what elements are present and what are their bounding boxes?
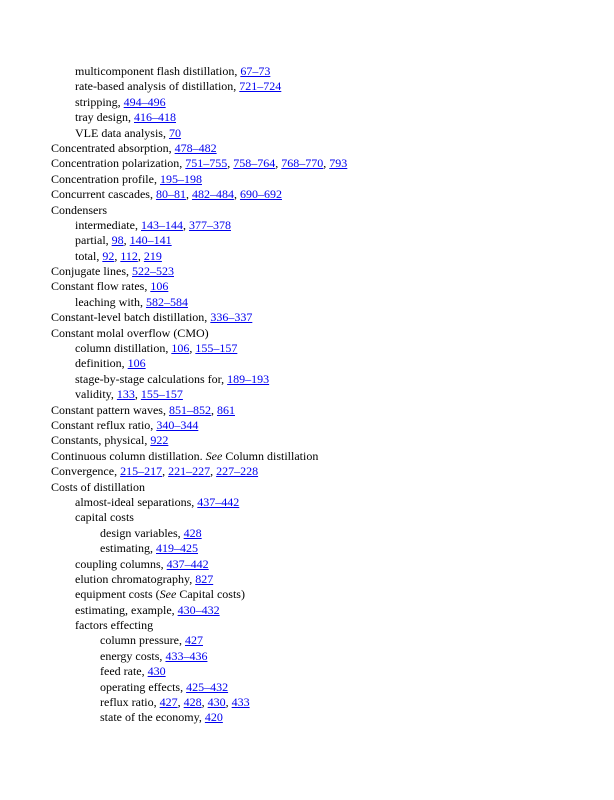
page-reference-link[interactable]: 582–584 — [145, 294, 188, 309]
index-term-text: Constant flow rates, — [51, 279, 151, 294]
page-reference-link[interactable]: 189–193 — [227, 371, 270, 386]
page-reference-link[interactable]: 112 — [120, 248, 138, 263]
index-term-text: stripping, — [75, 94, 124, 109]
page-reference-link[interactable]: 98 — [111, 233, 124, 248]
page-reference-link[interactable]: 433–436 — [165, 648, 208, 663]
index-term-text: capital costs — [75, 510, 134, 525]
page-reference-link[interactable]: 155–157 — [140, 387, 183, 402]
index-term-text: , — [210, 402, 217, 417]
index-term-text: Constant-level batch distillation, — [51, 310, 211, 325]
index-term-text: leaching with, — [75, 294, 146, 309]
page-reference-link[interactable]: 482–484 — [191, 187, 234, 202]
page-reference-link[interactable]: 430–432 — [177, 602, 220, 617]
index-term-text: , — [227, 156, 234, 171]
index-term-text: VLE data analysis, — [75, 125, 169, 140]
index-subentry — [51, 618, 591, 633]
index-term-text: stage-by-stage calculations for, — [75, 371, 228, 386]
page-reference-link[interactable]: 793 — [329, 156, 348, 171]
index-term-text: , — [137, 248, 144, 263]
index-subentry — [51, 79, 591, 94]
index-entry — [51, 433, 591, 448]
page-reference-link[interactable]: 437–442 — [166, 556, 209, 571]
page-reference-link[interactable]: 219 — [143, 248, 162, 263]
index-term-text: partial, — [75, 233, 112, 248]
page-reference-link[interactable]: 419–425 — [156, 541, 198, 556]
index-subentry — [51, 110, 591, 125]
index-term-text: , — [177, 695, 184, 710]
index-term-text: rate-based analysis of distillation, — [75, 79, 240, 94]
page-reference-link[interactable]: 416–418 — [134, 110, 176, 125]
page-reference-link[interactable]: 377–378 — [188, 217, 231, 232]
page-reference-link[interactable]: 340–344 — [156, 417, 199, 432]
index-term-text: Condensers — [51, 202, 107, 217]
index-subentry — [51, 356, 591, 371]
index-term-text: state of the economy, — [100, 710, 205, 725]
index-subentry — [51, 64, 591, 79]
page-reference-link[interactable]: 140–141 — [129, 233, 172, 248]
page-reference-link[interactable]: 427 — [159, 695, 178, 710]
index-term-text: intermediate, — [75, 217, 141, 232]
index-term-text: validity, — [75, 387, 117, 402]
index-term-text: column distillation, — [75, 341, 172, 356]
index-term-text: multicomponent flash distillation, — [75, 64, 241, 78]
page-reference-link[interactable]: 428 — [183, 525, 202, 540]
index-subentry — [51, 603, 591, 618]
index-term-text: Convergence, — [51, 464, 121, 479]
page-reference-link[interactable]: 143–144 — [140, 217, 183, 232]
page-reference-link[interactable]: 67–73 — [240, 64, 271, 78]
index-subentry — [51, 664, 591, 679]
index-term-text: , — [225, 695, 232, 710]
index-subentry — [51, 95, 591, 110]
index-entry — [51, 480, 591, 495]
page-reference-link[interactable]: 827 — [195, 571, 214, 586]
index-subentry — [51, 126, 591, 141]
index-subentry — [51, 510, 591, 525]
see-reference-label: See — [205, 448, 223, 463]
page-reference-link[interactable]: 430 — [207, 695, 226, 710]
index-entry — [51, 418, 591, 433]
index-subentry — [51, 218, 591, 233]
index-term-text: , — [233, 187, 240, 202]
page-reference-link[interactable]: 227–228 — [216, 464, 259, 479]
index-entry — [51, 310, 591, 325]
page-reference-link[interactable]: 437–442 — [197, 494, 240, 509]
page-reference-link[interactable]: 751–755 — [185, 156, 228, 171]
index-entry — [51, 326, 591, 341]
index-entry — [51, 403, 591, 418]
index-subentry — [51, 372, 591, 387]
page-reference-link[interactable]: 922 — [150, 433, 169, 448]
index-term-text: Concurrent cascades, — [51, 187, 156, 202]
index-term-text: , — [189, 341, 196, 356]
index-term-text: factors effecting — [75, 618, 154, 633]
page-reference-link[interactable]: 427 — [184, 633, 203, 648]
page-reference-link[interactable]: 106 — [127, 356, 146, 371]
index-term-text: column pressure, — [100, 633, 185, 648]
index-subentry — [51, 526, 591, 541]
page-reference-link[interactable]: 221–227 — [168, 464, 211, 479]
index-term-text: Conjugate lines, — [51, 264, 132, 279]
index-term-text: Constant reflux ratio, — [51, 417, 157, 432]
index-term-text: , — [123, 233, 130, 248]
index-term-text: coupling columns, — [75, 556, 167, 571]
index-entry — [51, 449, 591, 464]
index-term-text: feed rate, — [100, 664, 148, 679]
see-reference-label: See — [159, 587, 177, 602]
index-term-text: , — [134, 387, 141, 402]
index-entry — [51, 203, 591, 218]
index-term-text: Concentration polarization, — [51, 156, 186, 171]
page-reference-link[interactable]: 428 — [183, 695, 202, 710]
index-term-text: Concentrated absorption, — [51, 140, 175, 155]
index-term-text: Column distillation — [222, 448, 319, 463]
page-reference-link[interactable]: 80–81 — [155, 187, 186, 202]
index-subentry — [51, 633, 591, 648]
page-reference-link[interactable]: 478–482 — [174, 140, 217, 155]
index-term-text: reflux ratio, — [100, 695, 160, 710]
index-entry — [51, 141, 591, 156]
page-reference-link[interactable]: 522–523 — [132, 264, 174, 279]
page-reference-link[interactable]: 195–198 — [159, 171, 202, 186]
index-term-text: , — [114, 248, 121, 263]
index-subentry — [51, 680, 591, 695]
page-reference-link[interactable]: 433 — [231, 695, 250, 710]
index-term-text: , — [275, 156, 282, 171]
index-term-text: , — [162, 464, 169, 479]
index-subentry — [51, 233, 591, 248]
page-reference-link[interactable]: 861 — [216, 402, 235, 417]
index-term-text: energy costs, — [100, 648, 166, 663]
index-entry — [51, 187, 591, 202]
page-reference-link[interactable]: 430 — [147, 664, 166, 679]
page-reference-link[interactable]: 494–496 — [123, 94, 166, 109]
index-subentry — [51, 295, 591, 310]
index-subentry — [51, 495, 591, 510]
page-reference-link[interactable]: 106 — [171, 341, 190, 356]
index-term-text: , — [201, 695, 208, 710]
index-term-text: Costs of distillation — [51, 479, 146, 494]
index-subentry — [51, 249, 591, 264]
page-reference-link[interactable]: 215–217 — [120, 464, 163, 479]
index-subentry — [51, 695, 591, 710]
index-term-text: Concentration profile, — [51, 171, 160, 186]
index-term-text: Constant pattern waves, — [51, 402, 169, 417]
index-term-text: operating effects, — [100, 679, 187, 694]
index-term-text: , — [210, 464, 217, 479]
index-term-text: design variables, — [100, 525, 184, 540]
page-reference-link[interactable]: 336–337 — [210, 310, 253, 325]
index-term-text: , — [323, 156, 330, 171]
index-subentry — [51, 541, 591, 556]
index-subentry — [51, 557, 591, 572]
index-subentry — [51, 710, 591, 725]
index-subentry — [51, 587, 591, 602]
index-entry — [51, 172, 591, 187]
index-entry — [51, 264, 591, 279]
index-term-text: Continuous column distillation. — [51, 448, 206, 463]
index-subentry — [51, 572, 591, 587]
index-subentry — [51, 341, 591, 356]
index-term-text: estimating, example, — [75, 602, 178, 617]
page-reference-link[interactable]: 92 — [102, 248, 115, 263]
page-reference-link[interactable]: 851–852 — [168, 402, 211, 417]
page-reference-link[interactable]: 690–692 — [239, 187, 282, 202]
page-reference-link[interactable]: 721–724 — [239, 79, 282, 94]
page-reference-link[interactable]: 155–157 — [195, 341, 238, 356]
index-subentry — [51, 387, 591, 402]
index-entry — [51, 156, 591, 171]
index-entry — [51, 464, 591, 479]
page-reference-link[interactable]: 425–432 — [186, 679, 229, 694]
index-term-text: total, — [75, 248, 103, 263]
index-entry — [51, 279, 591, 294]
page-reference-link[interactable]: 420 — [204, 710, 223, 725]
index-term-text: elution chromatography, — [75, 571, 196, 586]
index-term-text: , — [182, 217, 189, 232]
index-term-text: Constant molal overflow (CMO) — [51, 325, 209, 340]
index-term-text: almost-ideal separations, — [75, 494, 198, 509]
index-term-text: definition, — [75, 356, 128, 371]
page-reference-link[interactable]: 70 — [168, 125, 181, 140]
page-reference-link[interactable]: 768–770 — [281, 156, 324, 171]
index-term-text: Constants, physical, — [51, 433, 151, 448]
page-reference-link[interactable]: 133 — [116, 387, 135, 402]
index-term-text: tray design, — [75, 110, 134, 125]
page-reference-link[interactable]: 758–764 — [233, 156, 276, 171]
page-reference-link[interactable]: 106 — [150, 279, 169, 294]
index-page-body — [51, 64, 591, 726]
index-term-text: Capital costs) — [176, 587, 245, 602]
index-term-text: , — [185, 187, 192, 202]
index-term-text: estimating, — [100, 541, 156, 556]
index-subentry — [51, 649, 591, 664]
index-term-text: equipment costs ( — [75, 587, 160, 602]
